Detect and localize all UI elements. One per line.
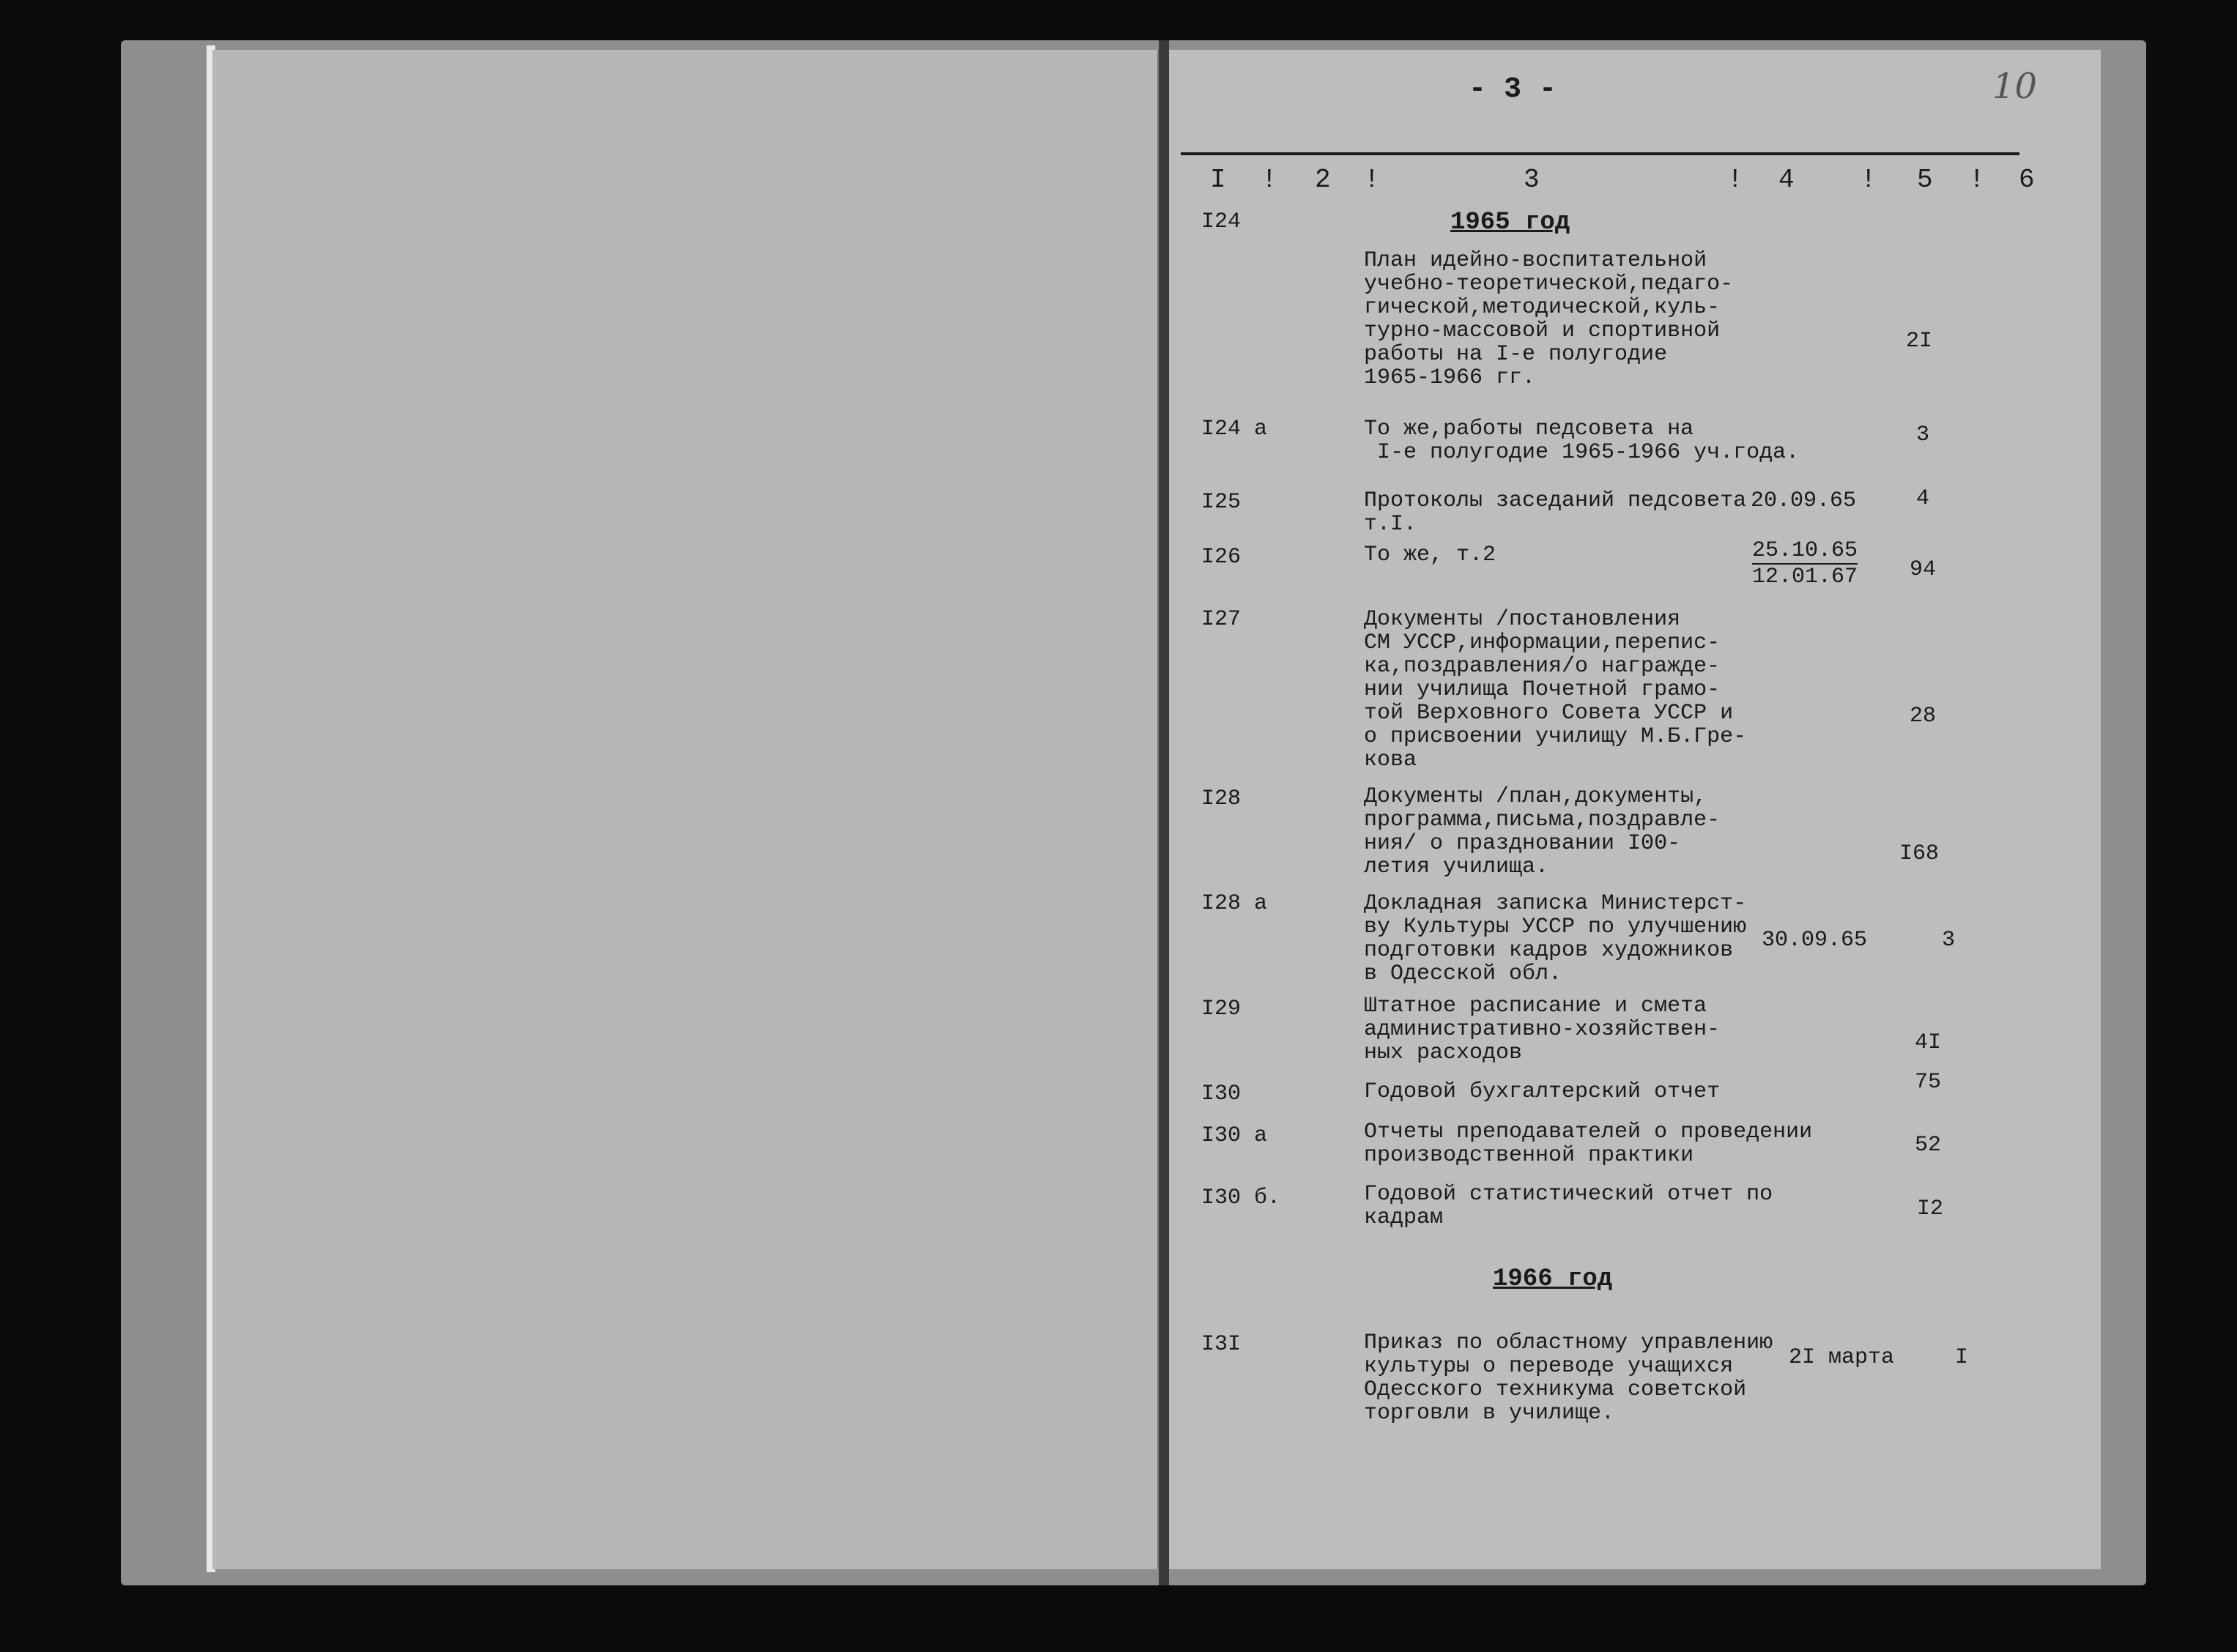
left-page-blank: [212, 50, 1162, 1569]
table-row-title: Приказ по областному управлению культуры о переводе учащихся Одесского техникума советской торговли в училище.: [1364, 1331, 1773, 1426]
table-row-number: I27: [1201, 607, 1242, 632]
table-row-number: I30: [1201, 1082, 1242, 1106]
table-row-date-range: [1752, 538, 1858, 589]
table-row-title: Годовой бухгалтерский отчет: [1364, 1079, 1721, 1104]
table-row-sheets: I: [1954, 1345, 1968, 1370]
column-header-1: I: [1210, 165, 1226, 195]
column-separator: !: [1969, 165, 1985, 195]
table-row-title: Штатное расписание и смета административно-хозяйствен- ных расходов: [1364, 994, 1721, 1065]
table-row-sheets: 3: [1915, 423, 1929, 447]
table-row-sheets: 4I: [1914, 1030, 1941, 1055]
table-row-sheets: 94: [1909, 557, 1936, 582]
table-row-title: Протоколы заседаний педсовета т.I.: [1364, 488, 1747, 537]
table-row-sheets: I68: [1899, 841, 1939, 866]
table-row-sheets: 28: [1909, 704, 1936, 729]
table-row-title: Документы /постановления СМ УССР,информации,перепис- ка,поздравления/о награжде- нии училища Почетной грамо- той Верховного Совета УССР и о присвоении училищу М.Б.Гре- кова: [1364, 607, 1747, 773]
column-header-5: 5: [1917, 165, 1933, 195]
table-row-number: I28: [1201, 786, 1242, 811]
table-row-title: То же, т.2: [1364, 543, 1496, 568]
page-number: - 3 -: [1469, 73, 1557, 106]
column-header-6: 6: [2019, 165, 2035, 195]
year-heading: 1965 год: [1450, 209, 1570, 237]
table-row-sheets: 75: [1914, 1070, 1941, 1095]
table-row-sheets: 3: [1941, 928, 1955, 953]
table-row-sheets: 2I: [1905, 329, 1932, 354]
year-heading: 1966 год: [1493, 1265, 1613, 1293]
table-row-title: Докладная записка Министерст- ву Культуры УССР по улучшению подготовки кадров художников в Одесской обл.: [1364, 891, 1747, 986]
table-row-number: I29: [1201, 997, 1242, 1022]
table-row-date: 20.09.65: [1751, 488, 1857, 513]
table-row-title: Документы /план,документы, программа,письма,поздравле- ния/ о праздновании I00- летия училища.: [1364, 784, 1721, 879]
table-row-number: I30 б.: [1201, 1186, 1281, 1210]
table-row-sheets: 4: [1915, 486, 1929, 511]
table-row-title: Отчеты преподавателей о проведении производственной практики: [1364, 1120, 1813, 1168]
date-from: 25.10.65: [1752, 538, 1858, 563]
column-header-4: 4: [1778, 165, 1795, 195]
table-row-sheets: 52: [1914, 1133, 1941, 1158]
table-row-title: Годовой статистический отчет по кадрам: [1364, 1182, 1773, 1230]
table-row-number: I28 а: [1201, 891, 1268, 916]
table-row-number: I3I: [1201, 1332, 1242, 1357]
table-row-number: I26: [1201, 545, 1242, 570]
column-header-2: 2: [1315, 165, 1331, 195]
table-header-rule: [1181, 152, 2019, 155]
table-row-number: I30 а: [1201, 1123, 1268, 1148]
table-row-title: План идейно-воспитательной учебно-теоретической,педаго- гической,методической,куль- турно-массовой и спортивной работы на I-е полугодие 1965-1966 гг.: [1364, 248, 1734, 390]
column-separator: !: [1727, 165, 1743, 195]
table-row-date: 30.09.65: [1762, 928, 1868, 953]
table-row-number: I24 а: [1201, 417, 1268, 442]
table-row-date: 2I марта: [1789, 1345, 1895, 1370]
table-row-title: То же,работы педсовета на I-е полугодие 1965-1966 уч.года.: [1364, 417, 1800, 465]
column-separator: !: [1364, 165, 1380, 195]
column-separator: !: [1261, 165, 1277, 195]
column-separator: !: [1861, 165, 1877, 195]
column-header-3: 3: [1524, 165, 1540, 195]
table-row-number: I24: [1201, 209, 1242, 234]
book-spine: [1159, 40, 1169, 1585]
table-row-number: I25: [1201, 490, 1242, 515]
table-row-sheets: I2: [1916, 1197, 1943, 1221]
archive-sheet-number: 10: [1992, 66, 2038, 107]
date-to: 12.01.67: [1752, 565, 1858, 589]
